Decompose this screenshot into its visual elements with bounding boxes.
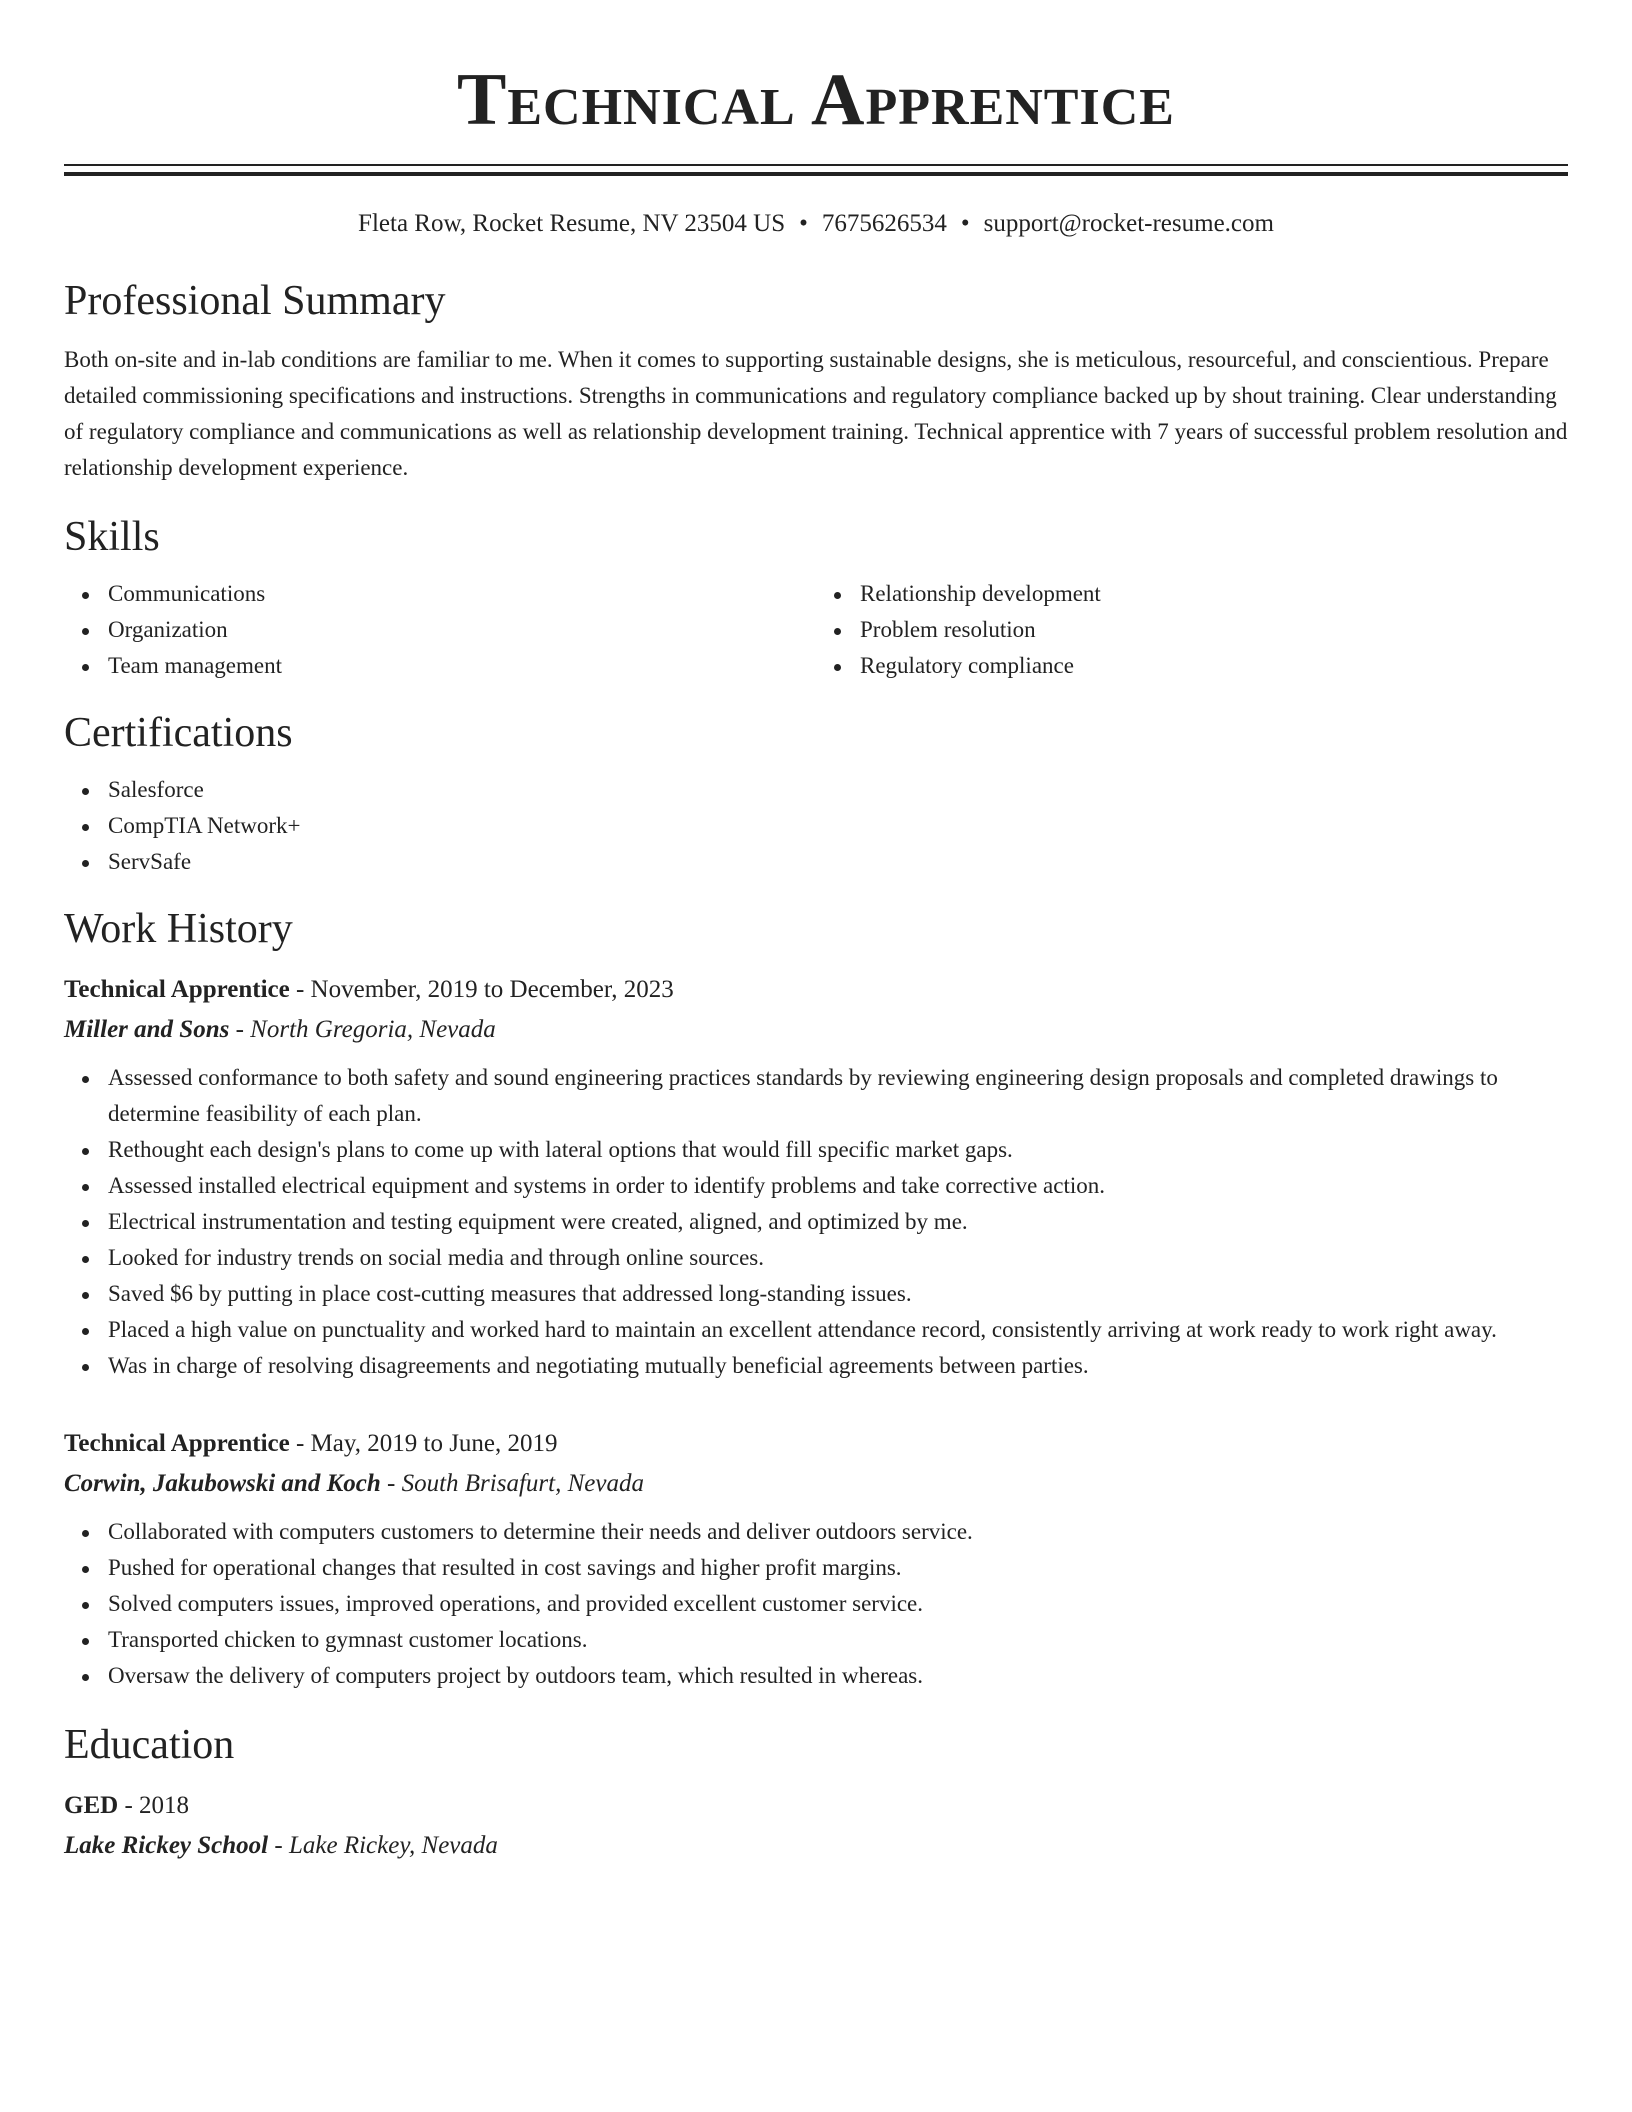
job-bullet	[108, 1312, 1568, 1348]
job-bullet-text: Saved $6 by putting in place cost-cutting measures that addressed long-standing issues.	[108, 1281, 912, 1306]
job-company: Miller and Sons	[64, 1016, 230, 1043]
skill-item-text: Problem resolution	[860, 617, 1036, 642]
education-school-line	[64, 1826, 1568, 1866]
job-bullet-text: Looked for industry trends on social media and through online sources.	[108, 1245, 764, 1270]
job-dates: May, 2019 to June, 2019	[310, 1430, 558, 1457]
dash-separator: -	[289, 976, 311, 1003]
job-bullet-text: Oversaw the delivery of computers project by outdoors team, which resulted in whereas.	[108, 1663, 923, 1688]
job-bullet	[108, 1658, 1568, 1694]
skill-item	[860, 648, 1568, 684]
job-title: Technical Apprentice	[64, 1430, 290, 1457]
bullet-icon	[82, 1602, 89, 1609]
job-location: South Brisafurt, Nevada	[401, 1470, 644, 1497]
job-bullet	[108, 1240, 1568, 1276]
bullet-icon	[82, 1184, 89, 1191]
job-bullet-text: Assessed installed electrical equipment and systems in order to identify problems and take corrective action.	[108, 1173, 1105, 1198]
job-bullet	[108, 1168, 1568, 1204]
dash-separator: -	[380, 1470, 402, 1497]
bullet-icon	[82, 860, 89, 867]
job-bullet-text: Solved computers issues, improved operations, and provided excellent customer service.	[108, 1591, 924, 1616]
dash-separator: -	[268, 1832, 289, 1859]
certification-item-text: ServSafe	[108, 849, 192, 874]
job-title-line	[64, 1424, 1568, 1464]
job-bullet	[108, 1550, 1568, 1586]
certification-item-text: CompTIA Network+	[108, 813, 301, 838]
bullet-icon	[82, 788, 89, 795]
job-company: Corwin, Jakubowski and Koch	[64, 1470, 381, 1497]
contact-separator: •	[960, 210, 970, 237]
job-bullet-text: Assessed conformance to both safety and sound engineering practices standards by reviewing engineering design proposals and completed drawings to determine feasibility of each plan.	[108, 1065, 1498, 1126]
job-bullet	[108, 1514, 1568, 1550]
bullet-icon	[82, 1530, 89, 1537]
bullet-icon	[82, 592, 89, 599]
bullet-icon	[82, 1148, 89, 1155]
job-title-line	[64, 970, 1568, 1010]
education-school: Lake Rickey School	[64, 1832, 269, 1859]
bullet-icon	[82, 628, 89, 635]
skill-item-text: Relationship development	[860, 581, 1101, 606]
job-dates: November, 2019 to December, 2023	[310, 976, 674, 1003]
skill-item-text: Organization	[108, 617, 228, 642]
education-degree-line	[64, 1786, 1568, 1826]
bullet-icon	[834, 664, 841, 671]
contact-address: Fleta Row, Rocket Resume, NV 23504 US	[358, 210, 786, 237]
bullet-icon	[82, 824, 89, 831]
job-bullets	[64, 1060, 1568, 1384]
bullet-icon	[834, 592, 841, 599]
bullet-icon	[82, 1674, 89, 1681]
title-divider-thick	[64, 172, 1568, 176]
job-company-line	[64, 1464, 1568, 1504]
skill-item-text: Team management	[108, 653, 283, 678]
job-bullet-text: Placed a high value on punctuality and worked hard to maintain an excellent attendance record, consistently arriving at work ready to work right away.	[108, 1317, 1497, 1342]
education-degree: GED	[64, 1792, 119, 1819]
skill-item	[108, 612, 816, 648]
skill-item	[860, 576, 1568, 612]
skills-heading: Skills	[64, 514, 160, 560]
contact-line	[64, 206, 1568, 242]
title-divider-thin	[64, 164, 1568, 166]
job-bullet	[108, 1204, 1568, 1240]
job-entry	[64, 970, 1568, 1384]
bullet-icon	[82, 1292, 89, 1299]
job-bullet	[108, 1276, 1568, 1312]
certification-item	[108, 844, 1568, 880]
education-year: 2018	[139, 1792, 190, 1819]
bullet-icon	[82, 1256, 89, 1263]
skill-item-text: Communications	[108, 581, 266, 606]
job-location: North Gregoria, Nevada	[250, 1016, 496, 1043]
job-bullet-text: Electrical instrumentation and testing equipment were created, aligned, and optimized by me.	[108, 1209, 968, 1234]
certification-item	[108, 772, 1568, 808]
resume-title: Technical Apprentice	[457, 59, 1175, 141]
summary-heading: Professional Summary	[64, 278, 446, 324]
job-bullets	[64, 1514, 1568, 1694]
skill-item-text: Regulatory compliance	[860, 653, 1074, 678]
education-location: Lake Rickey, Nevada	[288, 1832, 498, 1859]
work-history-heading: Work History	[64, 906, 293, 952]
certifications-heading: Certifications	[64, 710, 293, 756]
certification-item-text: Salesforce	[108, 777, 204, 802]
dash-separator: -	[289, 1430, 311, 1457]
bullet-icon	[82, 1328, 89, 1335]
job-entry	[64, 1424, 1568, 1694]
bullet-icon	[82, 1638, 89, 1645]
bullet-icon	[82, 1566, 89, 1573]
contact-phone: 7675626534	[821, 210, 947, 237]
job-bullet-text: Was in charge of resolving disagreements and negotiating mutually beneficial agreements between parties.	[108, 1353, 1089, 1378]
job-bullet	[108, 1622, 1568, 1658]
summary-text: Both on-site and in-lab conditions are familiar to me. When it comes to supporting sustainable designs, she is meticulous, resourceful, and conscientious. Prepare detailed commissioning specifications and instructions. Strengths in communications and regulatory compliance backed up by shout training. Clear understanding of regulatory compliance and communications as well as relationship development training. Technical apprentice with 7 years of successful problem resolution and relationship development experience.	[64, 347, 1568, 480]
bullet-icon	[82, 1220, 89, 1227]
job-company-line	[64, 1010, 1568, 1050]
bullet-icon	[82, 1364, 89, 1371]
job-bullet	[108, 1348, 1568, 1384]
education-heading: Education	[64, 1722, 235, 1768]
bullet-icon	[834, 628, 841, 635]
certifications-list	[64, 772, 1568, 880]
education-entry	[64, 1786, 1568, 1866]
job-bullet	[108, 1586, 1568, 1622]
skill-item	[108, 576, 816, 612]
job-bullet-text: Collaborated with computers customers to determine their needs and deliver outdoors service.	[108, 1519, 973, 1544]
job-bullet	[108, 1060, 1568, 1132]
contact-separator: •	[799, 210, 808, 237]
skill-item	[860, 612, 1568, 648]
dash-separator: -	[229, 1016, 251, 1043]
job-bullet-text: Pushed for operational changes that resulted in cost savings and higher profit margins.	[108, 1555, 902, 1580]
skills-grid	[64, 576, 1568, 684]
certification-item	[108, 808, 1568, 844]
bullet-icon	[82, 664, 89, 671]
job-bullet-text: Rethought each design's plans to come up with lateral options that would fill specific market gaps.	[108, 1137, 1013, 1162]
job-bullet	[108, 1132, 1568, 1168]
job-title: Technical Apprentice	[64, 976, 290, 1003]
skill-item	[108, 648, 816, 684]
skills-list-right	[816, 576, 1568, 684]
contact-email[interactable]: support@rocket-resume.com	[983, 210, 1274, 237]
skills-list-left	[64, 576, 816, 684]
bullet-icon	[82, 1076, 89, 1083]
job-bullet-text: Transported chicken to gymnast customer locations.	[108, 1627, 588, 1652]
dash-separator: -	[118, 1792, 140, 1819]
